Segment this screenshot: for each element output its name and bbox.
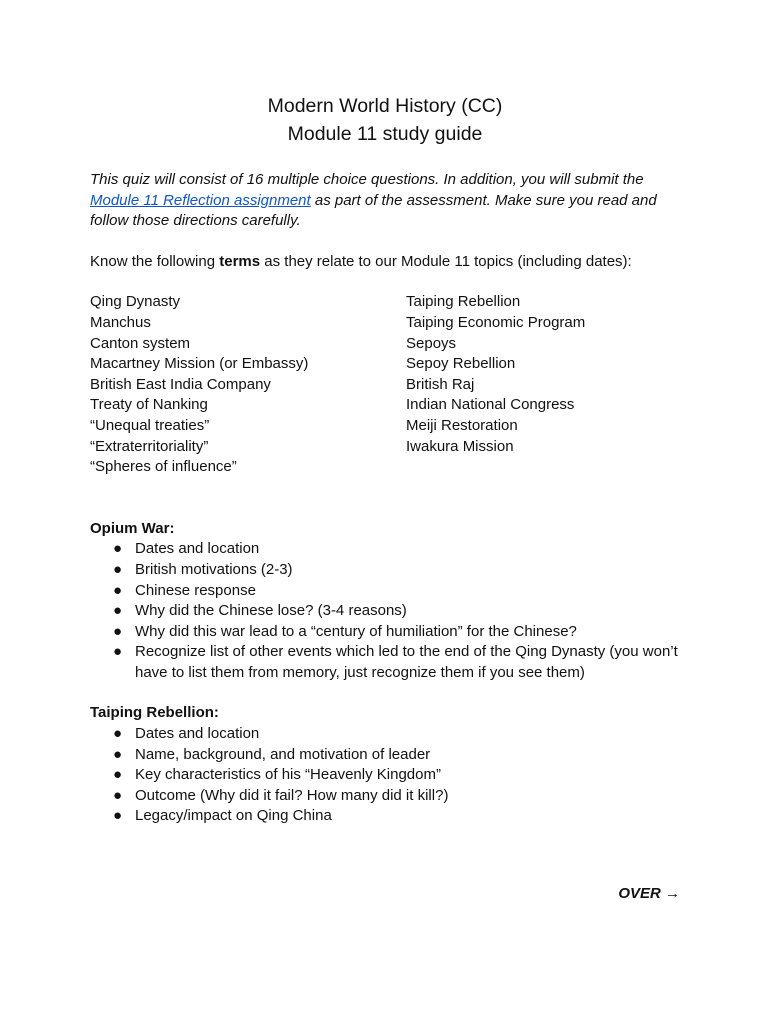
reflection-assignment-link[interactable]: Module 11 Reflection assignment	[90, 191, 311, 209]
term-item: Qing Dynasty	[90, 293, 181, 311]
bullet-list	[90, 724, 680, 827]
terms-prompt-after: as they relate to our Module 11 topics (including dates):	[260, 252, 632, 270]
bullet-item	[90, 560, 680, 581]
term-item: “Unequal treaties”	[90, 416, 210, 434]
opium-war-section	[90, 519, 680, 684]
title-line-2: Module 11 study guide	[287, 123, 483, 145]
bullet-item	[90, 601, 680, 622]
taiping-rebellion-section	[90, 703, 680, 827]
term-item: British Raj	[406, 375, 475, 393]
term-item: British East India Company	[90, 375, 271, 393]
term-item: Meiji Restoration	[406, 416, 518, 434]
over-indicator	[560, 884, 680, 904]
bullet-item	[90, 745, 680, 766]
term-item: Sepoy Rebellion	[406, 355, 516, 373]
bullet-item	[90, 765, 680, 786]
bullet-icon: ●	[113, 745, 123, 763]
section-heading: Taiping Rebellion:	[90, 704, 219, 722]
bullet-icon: ●	[113, 643, 123, 661]
page-title	[90, 92, 680, 148]
bullet-icon: ●	[113, 560, 123, 578]
bullet-text: Outcome (Why did it fail? How many did it kill?)	[135, 786, 449, 804]
bullet-item	[90, 581, 680, 602]
term-item: Canton system	[90, 334, 191, 352]
term-item: “Extraterritoriality”	[90, 437, 209, 455]
bullet-item	[90, 724, 680, 745]
over-label: OVER	[618, 885, 661, 902]
terms-column-right	[406, 292, 676, 477]
term-item: “Spheres of influence”	[90, 458, 237, 476]
terms-column-left	[90, 292, 406, 477]
intro-text-after-link: as part of the assessment. Make sure you read and follow those directions carefully.	[90, 191, 657, 230]
term-item: Iwakura Mission	[406, 437, 514, 455]
terms-prompt-before: Know the following	[90, 252, 220, 270]
bullet-icon: ●	[113, 766, 123, 784]
bullet-icon: ●	[113, 786, 123, 804]
term-item: Treaty of Nanking	[90, 396, 208, 414]
bullet-icon: ●	[113, 807, 123, 825]
bullet-item	[90, 806, 680, 827]
bullet-text: Chinese response	[135, 581, 256, 599]
terms-prompt-bold: terms	[219, 252, 261, 270]
term-item: Manchus	[90, 313, 151, 331]
term-item: Taiping Rebellion	[406, 293, 521, 311]
bullet-text: Why did the Chinese lose? (3-4 reasons)	[135, 602, 407, 620]
bullet-list	[90, 539, 680, 683]
bullet-item	[90, 539, 680, 560]
intro-paragraph	[90, 170, 680, 232]
bullet-text: Dates and location	[135, 725, 260, 743]
term-item: Taiping Economic Program	[406, 313, 586, 331]
bullet-icon: ●	[113, 725, 123, 743]
bullet-text: Name, background, and motivation of leader	[135, 745, 431, 763]
term-item: Indian National Congress	[406, 396, 575, 414]
bullet-text: Recognize list of other events which led to the end of the Qing Dynasty (you won’t have to list them from memory, just recognize them if you see them)	[135, 643, 678, 681]
document-page	[90, 92, 680, 827]
title-line-1: Modern World History (CC)	[267, 95, 503, 117]
bullet-item	[90, 642, 680, 683]
bullet-text: Legacy/impact on Qing China	[135, 807, 332, 825]
bullet-text: Key characteristics of his “Heavenly Kingdom”	[135, 766, 441, 784]
term-item: Sepoys	[406, 334, 457, 352]
bullet-icon: ●	[113, 581, 123, 599]
bullet-text: Dates and location	[135, 540, 260, 558]
term-item: Macartney Mission (or Embassy)	[90, 355, 309, 373]
bullet-icon: ●	[113, 540, 123, 558]
arrow-right-icon: →	[665, 885, 680, 902]
bullet-item	[90, 786, 680, 807]
terms-prompt	[90, 252, 680, 273]
bullet-item	[90, 622, 680, 643]
terms-list	[90, 292, 680, 477]
intro-text-before-link: This quiz will consist of 16 multiple choice questions. In addition, you will submit the	[90, 171, 644, 188]
bullet-text: Why did this war lead to a “century of humiliation” for the Chinese?	[135, 622, 577, 640]
bullet-icon: ●	[113, 602, 123, 620]
bullet-icon: ●	[113, 622, 123, 640]
section-heading: Opium War:	[90, 519, 175, 537]
bullet-text: British motivations (2-3)	[135, 560, 293, 578]
